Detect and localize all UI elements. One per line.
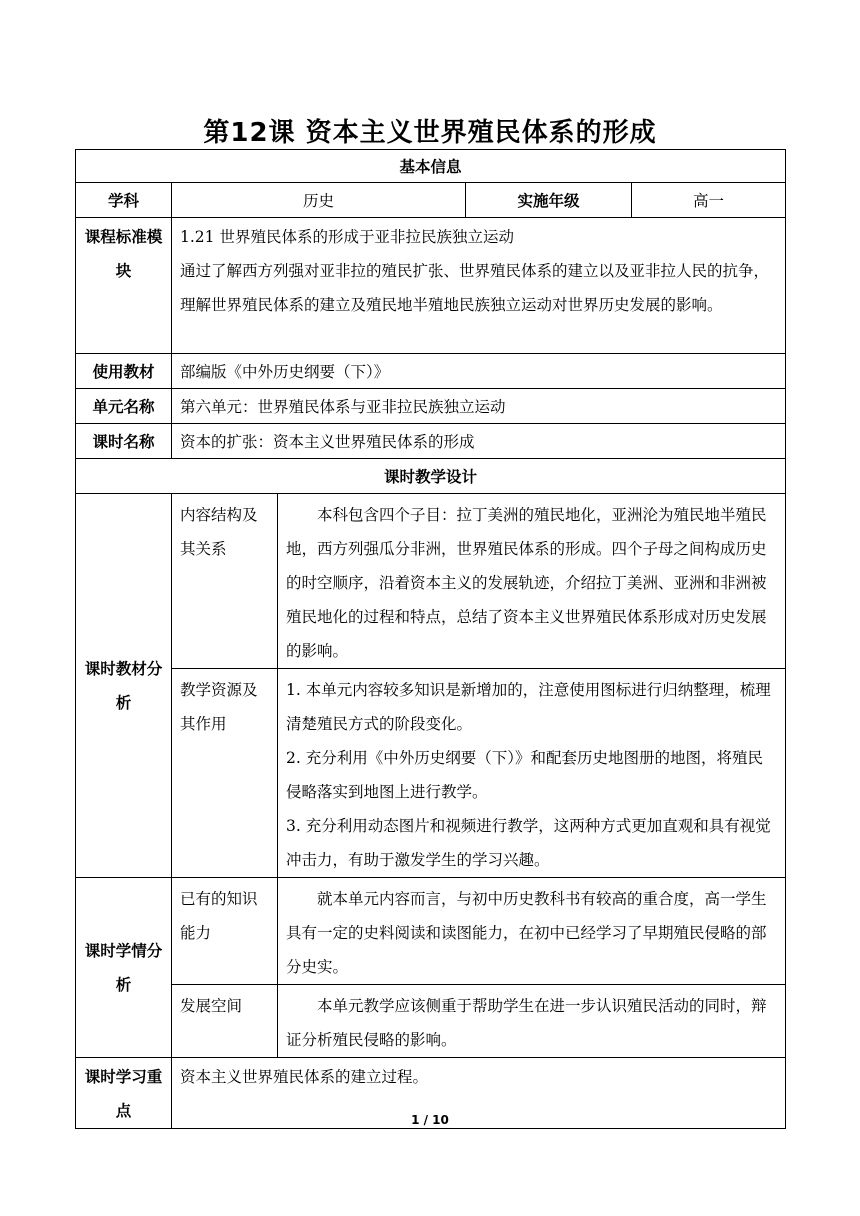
structure-label: 内容结构及其关系 — [172, 494, 278, 669]
lesson-label: 课时名称 — [76, 424, 172, 459]
growth-label: 发展空间 — [172, 985, 278, 1058]
standard-label: 课程标准模块 — [76, 218, 172, 354]
resources-item-1: 1. 本单元内容较多知识是新增加的，注意使用图标进行归纳整理，梳理清楚殖民方式的阶段变化。 — [286, 681, 771, 733]
unit-value: 第六单元：世界殖民体系与亚非拉民族独立运动 — [172, 389, 786, 424]
prior-knowledge-label: 已有的知识能力 — [172, 878, 278, 985]
basic-info-header: 基本信息 — [76, 150, 786, 183]
subject-row — [76, 183, 786, 218]
lesson-plan-table — [75, 149, 786, 1129]
subject-value: 历史 — [172, 183, 466, 218]
learner-analysis-label: 课时学情分析 — [76, 878, 172, 1058]
standard-row — [76, 218, 786, 354]
resources-item-2: 2. 充分利用《中外历史纲要（下）》和配套历史地图册的地图，将殖民侵略落实到地图上进行教学。 — [286, 749, 763, 801]
standard-line-2: 通过了解西方列强对亚非拉的殖民扩张、世界殖民体系的建立以及亚非拉人民的抗争，理解世界殖民体系的建立及殖民地半殖地民族独立运动对世界历史发展的影响。 — [180, 262, 770, 314]
resources-item-3: 3. 充分利用动态图片和视频进行教学，这两种方式更加直观和具有视觉冲击力，有助于激发学生的学习兴趣。 — [286, 817, 771, 869]
prior-knowledge-text: 就本单元内容而言，与初中历史教科书有较高的重合度，高一学生具有一定的史料阅读和读图能力，在初中已经学习了早期殖民侵略的部分史实。 — [278, 878, 786, 985]
growth-row — [76, 985, 786, 1058]
resources-list — [278, 669, 786, 878]
lesson-value: 资本的扩张：资本主义世界殖民体系的形成 — [172, 424, 786, 459]
textbook-row — [76, 354, 786, 389]
textbook-value: 部编版《中外历史纲要（下）》 — [172, 354, 786, 389]
basic-info-header-row — [76, 150, 786, 183]
structure-text: 本科包含四个子目：拉丁美洲的殖民地化，亚洲沦为殖民地半殖民地，西方列强瓜分非洲，世界殖民体系的形成。四个子母之间构成历史的时空顺序，沿着资本主义的发展轨迹，介绍拉丁美洲、亚洲和非洲被殖民地化的过程和特点，总结了资本主义世界殖民体系形成对历史发展的影响。 — [278, 494, 786, 669]
unit-label: 单元名称 — [76, 389, 172, 424]
key-points-text: 资本主义世界殖民体系的建立过程。 — [172, 1058, 786, 1129]
textbook-label: 使用教材 — [76, 354, 172, 389]
standard-line-1: 1.21 世界殖民体系的形成于亚非拉民族独立运动 — [180, 228, 514, 246]
page-number: 1 / 10 — [411, 1113, 449, 1127]
standard-content — [172, 218, 786, 354]
design-header-row — [76, 459, 786, 494]
resources-row — [76, 669, 786, 878]
document-title: 第12课 资本主义世界殖民体系的形成 — [203, 118, 657, 148]
unit-row — [76, 389, 786, 424]
resources-label: 教学资源及其作用 — [172, 669, 278, 878]
lesson-row — [76, 424, 786, 459]
material-analysis-label: 课时教材分析 — [76, 494, 172, 878]
grade-label: 实施年级 — [466, 183, 632, 218]
design-header: 课时教学设计 — [76, 459, 786, 494]
subject-label: 学科 — [76, 183, 172, 218]
prior-knowledge-row — [76, 878, 786, 985]
growth-text: 本单元教学应该侧重于帮助学生在进一步认识殖民活动的同时，辩证分析殖民侵略的影响。 — [278, 985, 786, 1058]
structure-row — [76, 494, 786, 669]
grade-value: 高一 — [632, 183, 786, 218]
key-points-label: 课时学习重点 — [76, 1058, 172, 1129]
